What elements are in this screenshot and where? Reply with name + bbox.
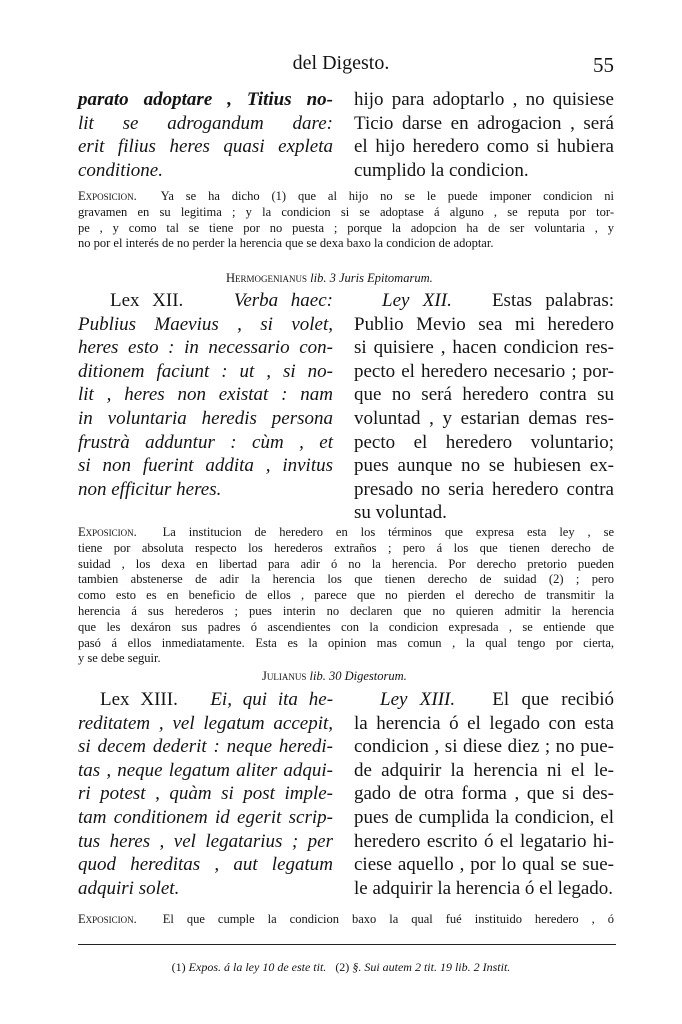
exposition-line <box>78 525 614 541</box>
latin-line <box>78 289 333 313</box>
latin-line: adquiri solet. <box>78 877 180 899</box>
law12-spanish-column <box>354 289 614 525</box>
spanish-line: si quisiere , hacen condicion res- <box>354 337 614 359</box>
latin-line: Publius Maevius , si volet, <box>78 313 333 335</box>
latin-line: heres esto : in necessario con- <box>78 337 333 359</box>
footnotes <box>0 960 682 975</box>
exposition-text: La institucion de heredero en los términos que expresa esta ley , se <box>162 525 615 539</box>
latin-line: ri potest , quàm si post imple- <box>78 783 333 805</box>
exposition-line: no por el interés de no perder la herencia que se dexa baxo la condicion de adoptar. <box>78 236 494 251</box>
latin-line: parato adoptare , Titius no- <box>78 89 333 110</box>
latin-law-label: Lex XIII. <box>100 689 178 710</box>
latin-text: Ei, qui ita he- <box>210 689 334 710</box>
source-citation-1 <box>226 271 433 286</box>
latin-line: si decem dederit : neque heredi- <box>78 736 333 758</box>
spanish-line: pecto el heredero voluntario; <box>354 431 614 453</box>
law12-latin-column <box>78 289 333 501</box>
latin-line: si non fuerint addita , invitus <box>78 455 333 477</box>
latin-line: erit filius heres quasi expleta <box>78 136 333 158</box>
running-head <box>0 50 682 80</box>
latin-line: frustrà adduntur : cùm , et <box>78 431 333 453</box>
exposition-3 <box>78 912 614 928</box>
footnote-1-text: Expos. á la ley 10 de este tit. <box>188 960 327 974</box>
footnote-rule <box>78 944 616 945</box>
spanish-line: su voluntad. <box>354 502 447 524</box>
latin-line: tus heres , vel legatarius ; per <box>78 830 333 852</box>
spanish-line: heredero escrito ó el legatario hi- <box>354 830 614 852</box>
spanish-line: pues aunque no se hubiesen ex- <box>354 455 614 477</box>
page-number: 55 <box>593 53 614 77</box>
latin-line: lit , heres non existat : nam <box>78 384 333 406</box>
footnote-2-text: §. Sui autem 2 tit. 19 lib. 2 Instit. <box>352 960 511 974</box>
exposition-text: El que cumple la condicion baxo la qual fué instituido heredero , ó <box>162 912 615 926</box>
exposition-line: suidad , los dexa en libertad para adir ó no la herencia. Por derecho pretorio pueden <box>78 556 614 571</box>
exposition-label: Exposicion. <box>78 525 137 539</box>
spanish-line: hijo para adoptarlo , no quisiese <box>354 89 614 110</box>
latin-law-label: Lex XII. <box>110 290 184 311</box>
spanish-line: la herencia ó el legado con esta <box>354 712 614 734</box>
spanish-line: ciese aquello , por lo qual se sue- <box>354 854 614 876</box>
spanish-line: cumplido la condicion. <box>354 159 529 181</box>
exposition-line: herencia á sus herederos ; pues interin no declaren que no quieren admitir la herencia <box>78 603 614 618</box>
spanish-line: pues de cumplida la condicion, el <box>354 806 614 828</box>
source-author: Hermogenianus <box>226 271 308 285</box>
exposition-2 <box>78 525 614 667</box>
source-work: lib. 30 Digestorum. <box>309 669 407 683</box>
source-work: lib. 3 Juris Epitomarum. <box>310 271 433 285</box>
spanish-line: le adquirir la herencia ó el legado. <box>354 877 614 899</box>
latin-line: in voluntaria heredis persona <box>78 407 333 429</box>
exposition-label: Exposicion. <box>78 912 137 926</box>
latin-line: reditatem , vel legatum accepit, <box>78 712 333 734</box>
spanish-line: voluntad , y estarian demas res- <box>354 407 614 429</box>
latin-line <box>78 688 333 712</box>
exposition-label: Exposicion. <box>78 189 137 203</box>
exposition-line: tambien abstenerse de adir la herencia los que tienen derecho de suidad (2) ; pero <box>78 572 614 587</box>
exposition-line: que les dexáron sus padres ó ascendientes con la condicion expresada , se entiende que <box>78 619 614 634</box>
latin-line: tam conditionem id egerit scrip- <box>78 806 333 828</box>
latin-line: quod hereditas , aut legatum <box>78 854 333 876</box>
law13-spanish-column <box>354 688 614 900</box>
footnote-1-marker: (1) <box>171 960 186 974</box>
latin-line: ditionem faciunt : ut , si no- <box>78 360 333 382</box>
spanish-line: que no será heredero contra su <box>354 384 614 406</box>
latin-line: non efficitur heres. <box>78 478 222 500</box>
block1-spanish-column <box>354 88 614 182</box>
spanish-line: presado no seria heredero contra <box>354 478 614 500</box>
spanish-line <box>354 688 614 712</box>
source-citation-2 <box>262 669 407 684</box>
spanish-line: gado de otra forma , que si des- <box>354 783 614 805</box>
law13-latin-column <box>78 688 333 900</box>
exposition-line: pasó á ellos inmediatamente. Esta es la opinion mas comun , la qual tengo por cierta, <box>78 635 614 650</box>
spanish-line: el hijo heredero como si hubiera <box>354 136 614 158</box>
exposition-line: tiene por absoluta respecto los herederos extraños ; pero á los que tienen derecho de <box>78 540 614 555</box>
latin-line: tas , neque legatum aliter adqui- <box>78 759 333 781</box>
spanish-text: El que recibió <box>492 689 615 710</box>
exposition-text: Ya se ha dicho (1) que al hijo no se le puede imponer condicion ni <box>160 189 614 203</box>
footnote-2-marker: (2) <box>335 960 350 974</box>
spanish-law-label: Ley XII. <box>382 290 452 311</box>
exposition-1 <box>78 189 614 252</box>
latin-line: conditione. <box>78 159 163 181</box>
exposition-line: pe , y como tal se tiene por no puesta ; porque la adopcion ha de ser voluntaria , y <box>78 220 614 235</box>
spanish-line: de adquirir la herencia ni el le- <box>354 759 614 781</box>
spanish-line: pecto el heredero necesario ; por- <box>354 360 614 382</box>
latin-text: Verba haec: <box>233 290 333 311</box>
spanish-law-label: Ley XIII. <box>380 689 456 710</box>
spanish-line: Publio Mevio sea mi heredero <box>354 313 614 335</box>
latin-line: lit se adrogandum dare: <box>78 112 333 134</box>
spanish-line: Ticio darse en adrogacion , será <box>354 112 614 134</box>
exposition-line <box>78 189 614 205</box>
exposition-line: y se debe seguir. <box>78 651 161 666</box>
block1-latin-column <box>78 88 333 182</box>
spanish-text: Estas palabras: <box>491 290 615 311</box>
spanish-line <box>354 289 614 313</box>
exposition-line: como esto es en beneficio de ellos , parece que no pierden el derecho de transmitir la <box>78 588 614 603</box>
exposition-line <box>78 912 614 928</box>
exposition-line: gravamen en su legitima ; y la condicion si se adoptase á alguno , se reputa por tor- <box>78 204 614 219</box>
spanish-line: condicion , si diese diez ; no pue- <box>354 736 614 758</box>
source-author: Julianus <box>262 669 307 683</box>
running-title: del Digesto. <box>292 52 390 74</box>
